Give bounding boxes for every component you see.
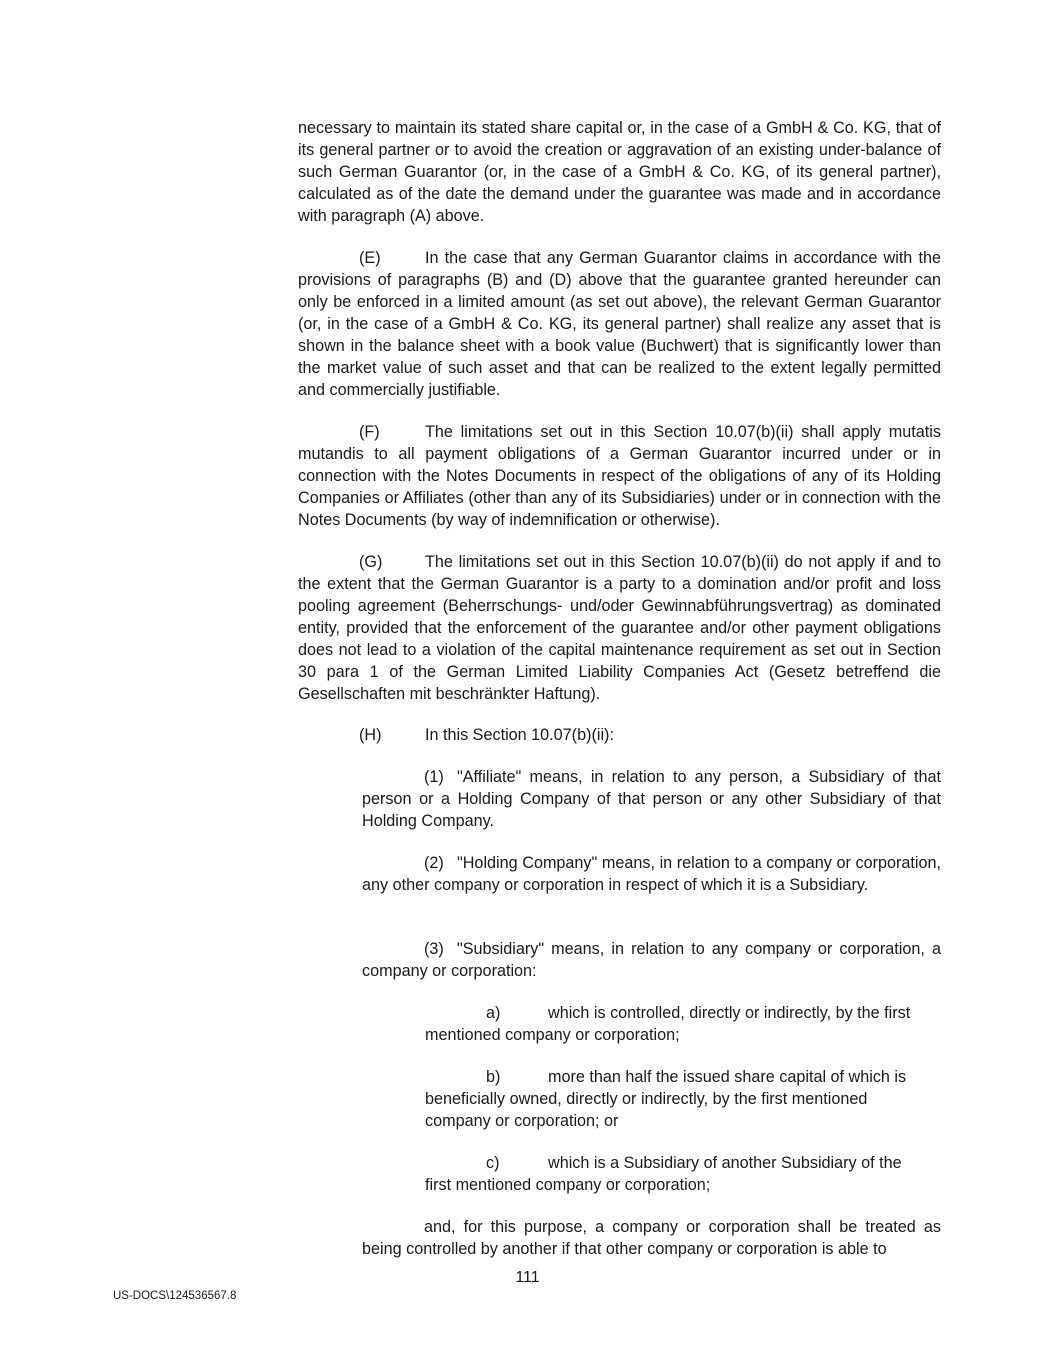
definition-affiliate-text: "Affiliate" means, in relation to any person, a Subsidiary of that person or a Holding Company of that person or any other Subsidiary of that Holding Company. bbox=[362, 768, 941, 830]
subsidiary-clause-b-text: more than half the issued share capital of which is beneficially owned, directly or indirectly, by the first mentioned company or corporation; or bbox=[425, 1068, 907, 1130]
paragraph-closing-text: and, for this purpose, a company or corporation shall be treated as being controlled by another if that other company or corporation is able to bbox=[362, 1218, 941, 1258]
subsidiary-clause-b-label: b) bbox=[486, 1068, 501, 1086]
paragraph-f bbox=[298, 421, 941, 531]
subsidiary-clause-a-label: a) bbox=[486, 1004, 501, 1022]
definition-subsidiary bbox=[362, 938, 941, 982]
subsidiary-clause-c-label: c) bbox=[486, 1154, 500, 1172]
paragraph-closing bbox=[362, 1216, 941, 1260]
paragraph-g-text: The limitations set out in this Section 10.07(b)(ii) do not apply if and to the extent that the German Guarantor is a party to a domination and/or profit and loss pooling agreement (Beherrschungs- und/oder Gewinnabführungsvertrag) as dominated entity, provided that the enforcement of the guarantee and/or other payment obligations does not lead to a violation of the capital maintenance requirement as set out in Section 30 para 1 of the German Limited Liability Companies Act (Gesetz betreffend die Gesellschaften mit beschränkter Haftung). bbox=[298, 553, 941, 703]
paragraph-continuation: necessary to maintain its stated share capital or, in the case of a GmbH & Co. KG, that of its general partner or to avoid the creation or aggravation of an existing under-balance of such German Guarantor (or, in the case of a GmbH & Co. KG, of its general partner), calculated as of the date the demand under the guarantee was made and in accordance with paragraph (A) above. bbox=[298, 119, 941, 225]
definition-holding-company-text: "Holding Company" means, in relation to a company or corporation, any other company or corporation in respect of which it is a Subsidiary. bbox=[362, 854, 941, 894]
subsidiary-clause-b bbox=[425, 1066, 930, 1132]
definition-subsidiary-text: "Subsidiary" means, in relation to any company or corporation, a company or corporation: bbox=[362, 940, 941, 980]
paragraph-g bbox=[298, 551, 941, 705]
paragraph-g-label: (G) bbox=[359, 553, 383, 571]
definition-affiliate-label: (1) bbox=[424, 768, 444, 786]
subsidiary-clause-c bbox=[425, 1152, 930, 1196]
definition-affiliate bbox=[362, 766, 941, 832]
definition-holding-company-label: (2) bbox=[424, 854, 444, 872]
subsidiary-clause-a-text: which is controlled, directly or indirectly, by the first mentioned company or corporation; bbox=[425, 1004, 911, 1044]
paragraph-f-label: (F) bbox=[359, 423, 380, 441]
page-number: 111 bbox=[515, 1269, 540, 1286]
definition-holding-company bbox=[362, 852, 941, 896]
paragraph-e bbox=[298, 247, 941, 401]
paragraph-e-text: In the case that any German Guarantor claims in accordance with the provisions of paragraphs (B) and (D) above that the guarantee granted hereunder can only be enforced in a limited amount (as set out above), the relevant German Guarantor (or, in the case of a GmbH & Co. KG, its general partner) shall realize any asset that is shown in the balance sheet with a book value (Buchwert) that is significantly lower than the market value of such asset and that can be realized to the extent legally permitted and commercially justifiable. bbox=[298, 249, 941, 399]
paragraph-h-text: In this Section 10.07(b)(ii): bbox=[425, 726, 614, 744]
paragraph-f-text: The limitations set out in this Section 10.07(b)(ii) shall apply mutatis mutandis to all payment obligations of a German Guarantor incurred under or in connection with the Notes Documents in respect of the obligations of any of its Holding Companies or Affiliates (other than any of its Subsidiaries) under or in connection with the Notes Documents (by way of indemnification or otherwise). bbox=[298, 423, 941, 529]
paragraph-h-label: (H) bbox=[359, 726, 382, 744]
subsidiary-clause-a bbox=[425, 1002, 915, 1046]
paragraph-h bbox=[298, 724, 941, 746]
document-id: US-DOCS\124536567.8 bbox=[113, 1290, 237, 1302]
subsidiary-clause-c-text: which is a Subsidiary of another Subsidiary of the first mentioned company or corporation; bbox=[425, 1154, 902, 1194]
paragraph-e-label: (E) bbox=[359, 249, 381, 267]
definition-subsidiary-label: (3) bbox=[424, 940, 444, 958]
